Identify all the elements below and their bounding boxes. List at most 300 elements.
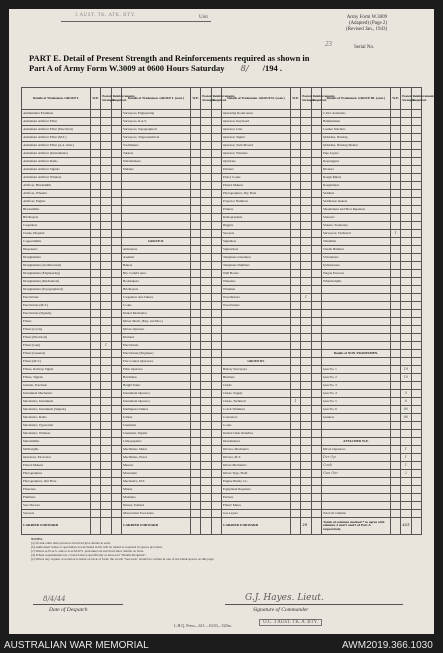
table-row: [22, 286, 422, 294]
count-cell: [211, 118, 221, 126]
count-cell: [301, 166, 311, 174]
trade-label: Armament Artificer Wireless: [22, 174, 91, 182]
trade-label: Instrument Operator: [121, 390, 190, 398]
count-cell: [301, 478, 311, 486]
trade-label: Draughtsmen (Architectural): [22, 262, 91, 270]
count-cell: [401, 230, 411, 238]
table-row: [22, 486, 422, 494]
count-cell: [411, 286, 421, 294]
table-row: [22, 382, 422, 390]
count-cell: [301, 118, 311, 126]
form-reference: [346, 15, 387, 33]
trade-label: Surveyors, Engineering: [121, 110, 190, 118]
count-cell: [390, 390, 400, 398]
trade-label: Fitters (Gun): [22, 342, 91, 350]
count-cell: 6: [401, 398, 411, 406]
table-row: [22, 326, 422, 334]
count-cell: [190, 454, 200, 462]
count-cell: [390, 222, 400, 230]
count-cell: [90, 486, 100, 494]
count-cell: 1: [390, 230, 400, 238]
count-cell: [390, 502, 400, 510]
trade-label: Photographers, Wet Plate: [22, 478, 91, 486]
count-cell: [390, 302, 400, 310]
trade-label: Dental Clerk Orderlies: [221, 430, 290, 438]
count-cell: [301, 150, 311, 158]
col-header-reinf: Reinforcements Required.: [111, 88, 121, 110]
count-cell: [111, 246, 121, 254]
count-cell: [401, 150, 411, 158]
col-header-posted: Posted Strength.: [301, 88, 311, 110]
despatch-underline: [33, 604, 123, 605]
table-row: [22, 166, 422, 174]
count-cell: [111, 502, 121, 510]
count-cell: [211, 422, 221, 430]
trade-label: Fitters, Signals: [22, 374, 91, 382]
trade-label: Armament Artificer Fitter (A.A. Instr.): [22, 142, 91, 150]
count-cell: [101, 358, 111, 366]
count-cell: [401, 326, 411, 334]
count-cell: [211, 342, 221, 350]
trade-label: Machinists, Wood: [121, 454, 190, 462]
count-cell: [301, 222, 311, 230]
count-cell: [90, 286, 100, 294]
count-cell: [101, 310, 111, 318]
count-cell: [390, 254, 400, 262]
trade-label: Nurses, Trained: [121, 502, 190, 510]
count-cell: [190, 158, 200, 166]
table-row: [22, 342, 422, 350]
count-cell: [101, 414, 111, 422]
count-cell: [401, 334, 411, 342]
count-cell: [301, 206, 311, 214]
count-cell: [111, 198, 121, 206]
count-cell: [90, 414, 100, 422]
count-cell: [311, 182, 321, 190]
form-ref-line-1: Army Form W.3009: [346, 15, 388, 20]
count-cell: [311, 446, 321, 454]
count-cell: 10: [401, 374, 411, 382]
count-cell: [90, 166, 100, 174]
archive-footer: [0, 638, 443, 653]
count-cell: [101, 182, 111, 190]
count-cell: [411, 158, 421, 166]
count-cell: [111, 294, 121, 302]
table-row: [22, 118, 422, 126]
trade-label: Butchers: [221, 374, 290, 382]
count-cell: [111, 110, 121, 118]
count-cell: [111, 454, 121, 462]
serial-label: Serial No.: [354, 45, 375, 50]
count-cell: [111, 206, 121, 214]
count-cell: [111, 382, 121, 390]
count-cell: [411, 254, 421, 262]
count-cell: [411, 318, 421, 326]
count-cell: 1: [301, 294, 311, 302]
note-line: (d) Where requirements not covered above specifically as shown in "Details Required".: [31, 553, 147, 557]
count-cell: [211, 182, 221, 190]
count-cell: [311, 142, 321, 150]
count-cell: [290, 382, 300, 390]
count-cell: [401, 238, 411, 246]
count-cell: [301, 190, 311, 198]
count-cell: [311, 390, 321, 398]
trade-label: Armourers: [121, 246, 190, 254]
col-header-we: W.E.: [290, 88, 300, 110]
count-cell: [411, 486, 421, 494]
count-cell: [211, 286, 221, 294]
count-cell: [90, 238, 100, 246]
trade-label: Woodcutters: [221, 302, 290, 310]
count-cell: [211, 462, 221, 470]
trade-label: [121, 230, 190, 238]
trade-label: Roughriders: [321, 182, 390, 190]
count-cell: [190, 406, 200, 414]
count-cell: [311, 374, 321, 382]
count-cell: [111, 190, 121, 198]
count-cell: [190, 206, 200, 214]
count-cell: [101, 470, 111, 478]
table-row: [22, 414, 422, 422]
trade-label: [321, 334, 390, 342]
count-cell: [211, 254, 221, 262]
table-row: [22, 246, 422, 254]
count-cell: [190, 286, 200, 294]
count-cell: [90, 502, 100, 510]
count-cell: [290, 174, 300, 182]
count-cell: [401, 262, 411, 270]
trade-label: Bricklayers: [121, 286, 190, 294]
count-cell: [211, 262, 221, 270]
trade-label: Operator, Keyboard: [221, 118, 290, 126]
trade-label: Cooks: [221, 422, 290, 430]
count-cell: [290, 166, 300, 174]
count-cell: [90, 190, 100, 198]
count-cell: [190, 214, 200, 222]
count-cell: [101, 134, 111, 142]
trade-label: [321, 342, 390, 350]
count-cell: [201, 198, 211, 206]
count-cell: [401, 118, 411, 126]
trade-label: Clerks, Supply: [221, 390, 290, 398]
count-cell: [411, 174, 421, 182]
trade-label: Well Borers: [221, 270, 290, 278]
count-cell: [101, 326, 111, 334]
table-row: [22, 374, 422, 382]
trade-label: Pipe Layers: [321, 150, 390, 158]
count-cell: [190, 446, 200, 454]
count-cell: [411, 422, 421, 430]
count-cell: [290, 470, 300, 478]
count-cell: [90, 214, 100, 222]
count-cell: [390, 334, 400, 342]
count-cell: [390, 126, 400, 134]
note-line: (e) Where any request or notation is made on back of form, the words "See back" should be written in one of the blank spaces on this page.: [31, 557, 215, 561]
count-cell: [301, 374, 311, 382]
trade-label: Pattern Makers: [22, 462, 91, 470]
count-cell: [190, 126, 200, 134]
count-cell: [90, 246, 100, 254]
trade-label: GROUP II.: [121, 238, 190, 246]
count-cell: [311, 118, 321, 126]
table-row: [22, 206, 422, 214]
count-cell: [190, 254, 200, 262]
trade-label: [121, 174, 190, 182]
count-cell: [211, 158, 221, 166]
count-cell: [201, 230, 211, 238]
trade-label: Gun No. 1: [321, 366, 390, 374]
count-cell: [190, 302, 200, 310]
count-cell: [90, 198, 100, 206]
trade-label: C.P.O. Assistants: [321, 110, 390, 118]
trade-label: [121, 214, 190, 222]
trade-label: Roperiggers: [321, 158, 390, 166]
count-cell: [311, 342, 321, 350]
table-row: [22, 126, 422, 134]
carry-total: 425: [401, 518, 411, 535]
trade-label: Surveyors, Trigonometrical: [121, 134, 190, 142]
trade-label: Instrument Operator: [121, 398, 190, 406]
trade-label: Axemen: [121, 254, 190, 262]
count-cell: [211, 206, 221, 214]
count-cell: [411, 198, 421, 206]
count-cell: [411, 294, 421, 302]
count-cell: [290, 486, 300, 494]
count-cell: [401, 198, 411, 206]
count-cell: [201, 422, 211, 430]
count-cell: [211, 198, 221, 206]
count-cell: [201, 446, 211, 454]
form-sheet: [9, 9, 434, 634]
count-cell: [390, 182, 400, 190]
count-cell: [411, 414, 421, 422]
count-cell: [90, 454, 100, 462]
count-cell: [211, 502, 221, 510]
count-cell: [401, 350, 411, 358]
count-cell: [111, 366, 121, 374]
count-cell: [111, 430, 121, 438]
table-row: [22, 318, 422, 326]
count-cell: [201, 190, 211, 198]
count-cell: [101, 150, 111, 158]
count-cell: [111, 438, 121, 446]
table-row: [22, 470, 422, 478]
count-cell: [411, 310, 421, 318]
count-cell: [90, 342, 100, 350]
trade-label: Fitters (Electrical): [22, 334, 91, 342]
count-cell: [201, 494, 211, 502]
count-cell: [411, 270, 421, 278]
trade-label: Fire Control Operators: [121, 358, 190, 366]
count-cell: [190, 246, 200, 254]
trade-label: Fitters (M.T.): [22, 358, 91, 366]
count-cell: [301, 182, 311, 190]
count-cell: [390, 206, 400, 214]
unit-underline: [61, 21, 211, 22]
count-cell: [301, 422, 311, 430]
count-cell: [211, 302, 221, 310]
count-cell: [311, 206, 321, 214]
count-cell: [290, 446, 300, 454]
count-cell: [211, 310, 221, 318]
count-cell: [211, 110, 221, 118]
trade-label: Linesmen: [121, 422, 190, 430]
count-cell: [201, 438, 211, 446]
count-cell: [101, 230, 111, 238]
trade-label: Intelligence Duties: [121, 406, 190, 414]
trade-label: [321, 358, 390, 366]
count-cell: [111, 150, 121, 158]
count-cell: [201, 374, 211, 382]
count-cell: [401, 382, 411, 390]
count-cell: [190, 390, 200, 398]
count-cell: [101, 462, 111, 470]
table-row: [22, 150, 422, 158]
count-cell: [411, 126, 421, 134]
count-cell: [290, 230, 300, 238]
col-header-reinf: Reinforcements Required.: [411, 88, 421, 110]
title-line-1: PART E. Detail of Present Strength and Reinforcements required as shown in: [29, 53, 310, 63]
trade-label: Farriers: [221, 494, 290, 502]
table-row: [22, 182, 422, 190]
count-cell: [190, 462, 200, 470]
count-cell: [201, 166, 211, 174]
count-cell: [411, 478, 421, 486]
count-cell: [301, 494, 311, 502]
count-cell: [101, 118, 111, 126]
count-cell: [401, 254, 411, 262]
trade-label: Woodturners: [221, 294, 290, 302]
count-cell: [401, 302, 411, 310]
trade-label: Sawyers: [221, 230, 290, 238]
trade-label: Saddletree makers: [321, 198, 390, 206]
count-cell: [190, 502, 200, 510]
trade-label: Operator, Wireless: [221, 150, 290, 158]
count-cell: [290, 350, 300, 358]
trade-label: Draughtsmen (Topographical): [22, 286, 91, 294]
count-cell: [201, 406, 211, 414]
count-cell: [290, 222, 300, 230]
trade-label: Coppersmiths: [22, 238, 91, 246]
trade-label: Fitters' Mates: [221, 502, 290, 510]
trade-label: Joiners: [121, 414, 190, 422]
trade-label: Trestle Builders: [321, 246, 390, 254]
count-cell: [390, 478, 400, 486]
count-cell: [111, 286, 121, 294]
trade-label: Electricians (Signals): [22, 310, 91, 318]
count-cell: [401, 134, 411, 142]
count-cell: [301, 454, 311, 462]
trade-label: Riveters: [321, 166, 390, 174]
count-cell: [390, 342, 400, 350]
count-cell: [401, 342, 411, 350]
count-cell: [90, 446, 100, 454]
count-cell: [290, 254, 300, 262]
count-cell: [190, 262, 200, 270]
trade-label: Millwrights: [22, 446, 91, 454]
notes-block: [31, 537, 214, 561]
trade-label: Saw Doctors: [22, 502, 91, 510]
count-cell: [190, 510, 200, 518]
count-cell: [301, 366, 311, 374]
count-cell: [390, 518, 400, 535]
table-row: [22, 454, 422, 462]
count-cell: [401, 270, 411, 278]
count-cell: [190, 382, 200, 390]
trade-label: Shoemakers and Boot Repairers: [321, 206, 390, 214]
count-cell: [290, 134, 300, 142]
trade-label: Carpenters and Joiners: [121, 294, 190, 302]
count-cell: [90, 430, 100, 438]
count-cell: [90, 318, 100, 326]
count-cell: [190, 342, 200, 350]
trade-label: Engine Hands, I.C.: [221, 478, 290, 486]
count-cell: [401, 110, 411, 118]
note-line: (c) Where A.W.A.S. and/or A.A.M.W.S. personnel are involved show details on back.: [31, 549, 144, 553]
count-cell: [190, 198, 200, 206]
count-cell: [90, 334, 100, 342]
count-cell: [90, 206, 100, 214]
count-cell: [90, 126, 100, 134]
count-cell: [401, 438, 411, 446]
trade-label: Details of NON-TRADESMEN.: [321, 350, 390, 358]
count-cell: [111, 406, 121, 414]
count-cell: [90, 310, 100, 318]
count-cell: [201, 126, 211, 134]
count-cell: [311, 270, 321, 278]
trade-label: Plasterers: [22, 486, 91, 494]
trade-label: Dispensers: [22, 246, 91, 254]
table-row: [22, 110, 422, 118]
count-cell: [401, 486, 411, 494]
carry-label: CARRIED FORWARD: [121, 518, 190, 535]
count-cell: [290, 518, 300, 535]
col-header-we: W.E.: [390, 88, 400, 110]
trade-label: Pattern Makers: [221, 182, 290, 190]
trade-label: [221, 318, 290, 326]
count-cell: [90, 374, 100, 382]
count-cell: [90, 470, 100, 478]
count-cell: [411, 134, 421, 142]
trade-label: Wheelers: [221, 278, 290, 286]
trade-label: Clerks, Technical: [221, 398, 290, 406]
count-cell: 80: [401, 414, 411, 422]
count-cell: [311, 190, 321, 198]
trade-label: Gunners: [321, 414, 390, 422]
strength-table: [21, 87, 435, 535]
count-cell: [211, 430, 221, 438]
count-cell: [411, 462, 421, 470]
trade-label: Driver Type, Field: [221, 470, 290, 478]
trade-label: Armament Artificer Fitter (M.T.): [22, 134, 91, 142]
table-row: [22, 494, 422, 502]
count-cell: [211, 366, 221, 374]
trade-label: Orderlies, Nursing: [321, 134, 390, 142]
table-row: [22, 358, 422, 366]
table-row: [22, 222, 422, 230]
count-cell: [301, 342, 311, 350]
count-cell: [401, 246, 411, 254]
count-cell: [90, 478, 100, 486]
col-header-group3-cont: Details of Tradesmen. GROUP III. (cont.): [321, 88, 390, 110]
trade-label: Electricians (M.T.): [22, 302, 91, 310]
col-header-reinf: Reinforcements Required.: [311, 88, 321, 110]
count-cell: [290, 278, 300, 286]
trade-label: Saddlers: [321, 190, 390, 198]
count-cell: [101, 278, 111, 286]
count-cell: [190, 310, 200, 318]
count-cell: [301, 286, 311, 294]
